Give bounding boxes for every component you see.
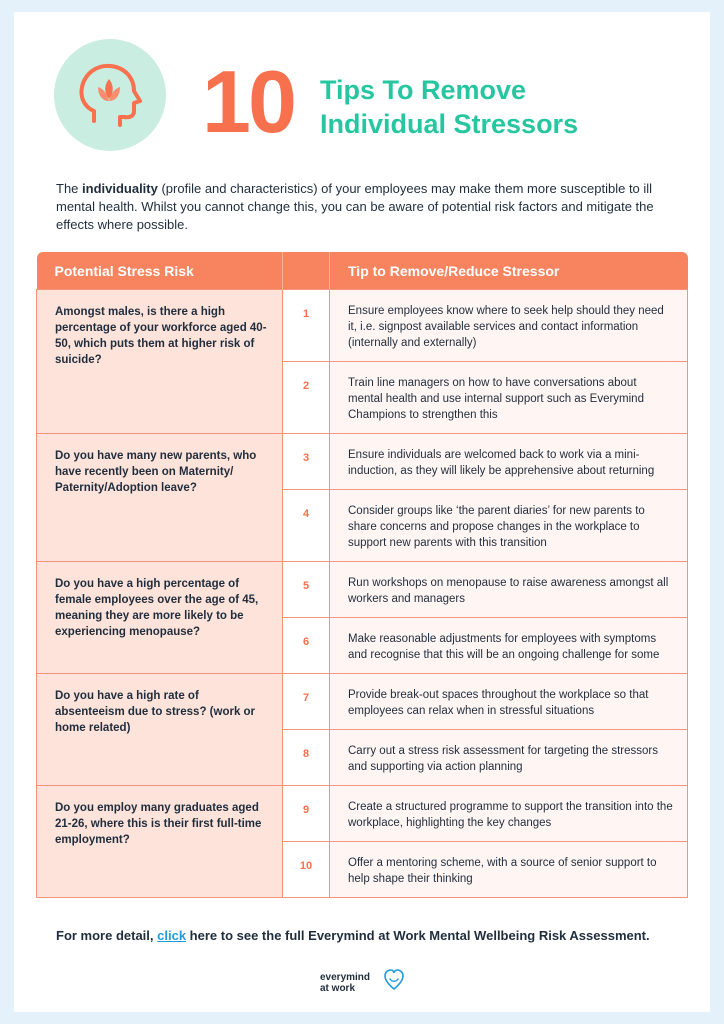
tips-count: 10	[202, 52, 294, 151]
title-line-2: Individual Stressors	[320, 109, 579, 139]
page	[14, 12, 710, 1012]
footer-note	[56, 928, 696, 943]
footer-prefix: For more detail,	[56, 928, 158, 943]
tip-number: 3	[283, 434, 330, 490]
tip-text: Ensure employees know where to seek help should they need it, i.e. signpost available services and contact information (internally and externally)	[330, 290, 688, 362]
table-row	[37, 674, 688, 730]
tip-text: Run workshops on menopause to raise awareness amongst all workers and managers	[330, 562, 688, 618]
table-row	[37, 434, 688, 490]
tip-text: Consider groups like ‘the parent diaries’ for new parents to share concerns and propose changes in the workplace to support new parents with this transition	[330, 490, 688, 562]
tip-number: 5	[283, 562, 330, 618]
title-line-1: Tips To Remove	[320, 75, 527, 105]
risk-cell: Do you employ many graduates aged 21-26, where this is their first full-time employment?	[37, 786, 283, 898]
footer-suffix: here to see the full Everymind at Work Mental Wellbeing Risk Assessment.	[186, 928, 650, 943]
header-tip: Tip to Remove/Reduce Stressor	[330, 252, 688, 290]
tip-text: Create a structured programme to support the transition into the workplace, highlighting the key changes	[330, 786, 688, 842]
header-num	[283, 252, 330, 290]
tip-number: 10	[283, 842, 330, 898]
risk-cell: Do you have many new parents, who have recently been on Maternity/ Paternity/Adoption leave?	[37, 434, 283, 562]
intro-bold: individuality	[82, 181, 158, 196]
tip-number: 2	[283, 362, 330, 434]
risk-cell: Do you have a high percentage of female employees over the age of 45, meaning they are more likely to be experiencing menopause?	[37, 562, 283, 674]
risk-assessment-link[interactable]: click	[157, 928, 187, 943]
tip-text: Provide break-out spaces throughout the workplace so that employees can relax when in stressful situations	[330, 674, 688, 730]
header-risk: Potential Stress Risk	[37, 252, 283, 290]
risk-cell: Do you have a high rate of absenteeism due to stress? (work or home related)	[37, 674, 283, 786]
table-row	[37, 562, 688, 618]
tip-text: Ensure individuals are welcomed back to work via a mini-induction, as they will likely be apprehensive about returning	[330, 434, 688, 490]
head-lotus-icon	[54, 39, 166, 151]
tip-number: 4	[283, 490, 330, 562]
tip-text: Make reasonable adjustments for employees with symptoms and recognise that this will be an ongoing challenge for some	[330, 618, 688, 674]
tip-number: 7	[283, 674, 330, 730]
stressor-table	[36, 252, 688, 898]
heart-face-icon	[384, 968, 404, 992]
table-row	[37, 786, 688, 842]
intro-paragraph	[56, 180, 676, 234]
logo-line-1: everymind	[320, 972, 371, 983]
intro-rest: (profile and characteristics) of your employees may make them more susceptible to ill mental health. Whilst you cannot change this, you can be aware of potential risk factors and mitigate the effects where possible.	[56, 181, 654, 232]
tip-text: Train line managers on how to have conversations about mental health and use internal support such as Everymind Champions to strengthen this	[330, 362, 688, 434]
tip-number: 8	[283, 730, 330, 786]
everymind-logo	[320, 968, 440, 1004]
tip-number: 1	[283, 290, 330, 362]
logo-text	[320, 972, 370, 994]
tip-number: 6	[283, 618, 330, 674]
page-title	[320, 73, 578, 141]
tip-number: 9	[283, 786, 330, 842]
intro-prefix: The	[56, 181, 83, 196]
logo-line-2: at work	[320, 983, 356, 994]
tip-text: Offer a mentoring scheme, with a source of senior support to help shape their thinking	[330, 842, 688, 898]
risk-cell: Amongst males, is there a high percentage of your workforce aged 40-50, which puts them at higher risk of suicide?	[37, 290, 283, 434]
table-row	[37, 290, 688, 362]
tip-text: Carry out a stress risk assessment for targeting the stressors and supporting via action planning	[330, 730, 688, 786]
table-header-row	[37, 252, 688, 290]
